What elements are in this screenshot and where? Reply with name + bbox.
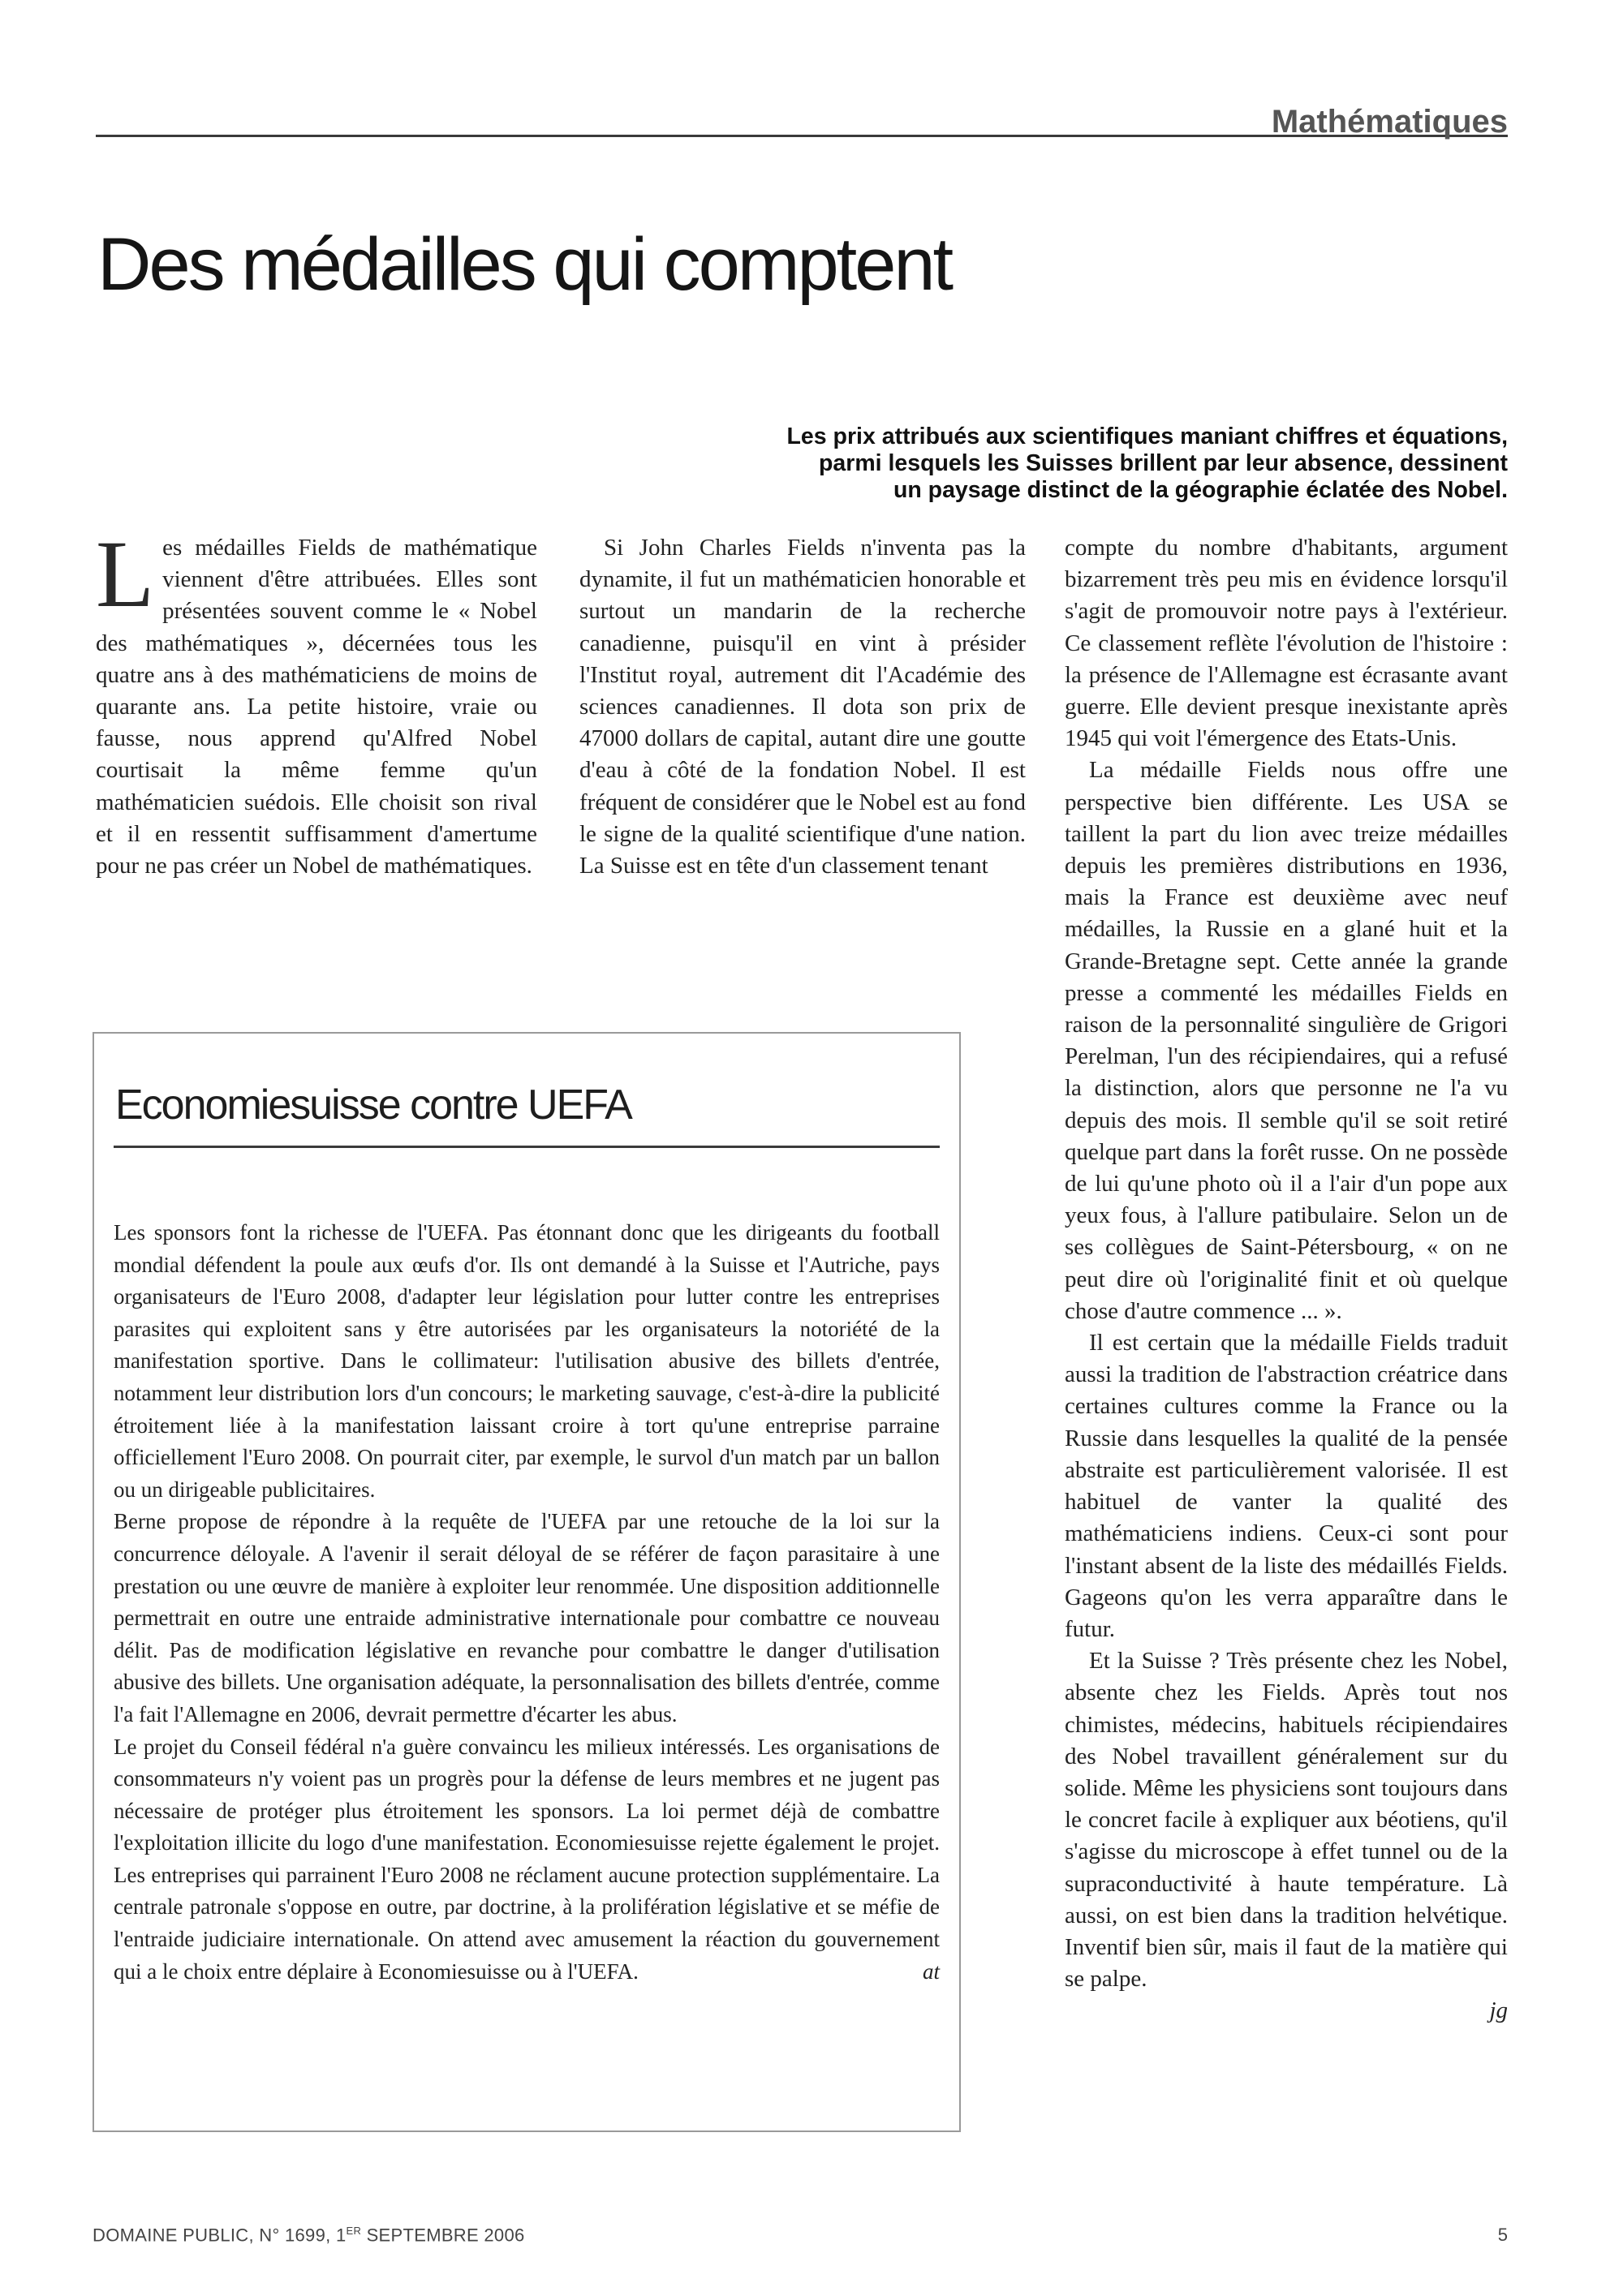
article-text: es médailles Fields de mathématique viennent d'être attribuées. Elles sont présentées souvent comme le « Nobel des mathématiques », décernées tous les quatre ans à des mathématiciens de moins de quarante ans. La petite histoire, vraie ou fausse, nous apprend qu'Alfred Nobel courtisait la même femme qu'un mathématicien suédois. Elle choisit son rival et il en ressentit suffisamment d'amertume pour ne pas créer un Nobel de mathématiques.	[96, 535, 537, 879]
article-paragraph: compte du nombre d'habitants, argument bizarrement très peu mis en évidence lorsqu'il s'agit de promouvoir notre pays à l'extérieur. Ce classement reflète l'évolution de l'histoire : la présence de l'Allemagne est écrasante avant guerre. Elle devient presque inexistante après 1945 qui voit l'émergence des Etats-Unis.	[1065, 535, 1508, 752]
section-label: Mathématiques	[1271, 104, 1508, 140]
article-column-1	[96, 521, 537, 882]
article-column-2	[579, 532, 1026, 882]
lede-line: un paysage distinct de la géographie éclatée des Nobel.	[893, 477, 1508, 503]
lede	[583, 424, 1508, 504]
footer-publication	[93, 2225, 525, 2246]
drop-cap: L	[96, 521, 155, 627]
footer-publication-text: DOMAINE PUBLIC, N° 1699, 1	[93, 2225, 347, 2246]
footer-date: SEPTEMBRE 2006	[361, 2225, 525, 2246]
article-column-3	[1065, 532, 1508, 2027]
sidebar-signature: at	[922, 1958, 940, 1984]
sidebar-title: Economiesuisse contre UEFA	[115, 1081, 631, 1129]
lede-line: Les prix attribués aux scientifiques maniant chiffres et équations,	[786, 424, 1508, 449]
page-number: 5	[1497, 2225, 1508, 2245]
sidebar-paragraph: Berne propose de répondre à la requête de l'UEFA par une retouche de la loi sur la concurrence déloyale. A l'avenir il serait déloyal de se référer de façon parasitaire à une prestation ou une œuvre de manière à exploiter leur renommée. Une disposition additionnelle permettrait en outre une entraide administrative internationale pour combattre ce nouveau délit. Pas de modification législative en revanche pour combattre le danger d'utilisation abusive des billets. Une organisation adéquate, la personnalisation des billets d'entrée, comme l'a fait l'Allemagne en 2006, devrait permettre d'écarter les abus.	[114, 1509, 940, 1726]
article-paragraph: Si John Charles Fields n'inventa pas la dynamite, il fut un mathématicien honorable et surtout un mandarin de la recherche canadienne, puisqu'il en vint à présider l'Institut royal, autrement dit l'Académie des sciences canadiennes. Il dota son prix de 47000 dollars de capital, autant dire une goutte d'eau à côté de la fondation Nobel. Il est fréquent de considérer que le Nobel est au fond le signe de la qualité scientifique d'une nation. La Suisse est en tête d'un classement tenant	[579, 535, 1026, 879]
author-signature: jg	[1489, 1997, 1508, 2024]
article-paragraph: Il est certain que la médaille Fields traduit aussi la tradition de l'abstraction créatrice dans certaines cultures comme la France ou la Russie dans lesquelles la qualité de la pensée abstraite est particulièrement valorisée. Il est habituel de vanter la qualité des mathématiciens indiens. Ceux-ci sont pour l'instant absent de la liste des médaillés Fields. Gageons qu'on les verra apparaître dans le futur.	[1065, 1330, 1508, 1642]
article-paragraph: Et la Suisse ? Très présente chez les Nobel, absente chez les Fields. Après tout nos chimistes, médecins, habituels récipiendaires des Nobel travaillent généralement sur du solide. Même les physiciens sont toujours dans le concret facile à expliquer aux béotiens, qu'il s'agisse du microscope à effet tunnel ou de la supraconductivité à haute température. Là aussi, on est bien dans la tradition helvétique. Inventif bien sûr, mais il faut de la matière qui se palpe.	[1065, 1648, 1508, 1993]
footer-superscript: ER	[346, 2225, 362, 2237]
article-paragraph	[96, 521, 537, 882]
article-paragraph: La médaille Fields nous offre une perspective bien différente. Les USA se taillent la part du lion avec treize médailles depuis les premières distributions en 1936, mais la France est deuxième avec neuf médailles, la Russie en a glané huit et la Grande-Bretagne sept. Cette année la grande presse a commenté les médailles Fields en raison de la personnalité singulière de Grigori Perelman, l'un des récipiendaires, qui a refusé la distinction, alors que personne ne l'a vu depuis des mois. Il semble qu'il se soit retiré quelque part dans la forêt russe. On ne possède de lui qu'une photo où il a l'air d'un pope aux yeux fous, à l'allure patibulaire. Selon un de ses collègues de Saint-Pétersbourg, « on ne peut dire où l'originalité finit et où quelque chose d'autre commence ... ».	[1065, 757, 1508, 1324]
headline: Des médailles qui comptent	[97, 223, 952, 306]
sidebar-rule	[114, 1146, 940, 1148]
lede-line: parmi lesquels les Suisses brillent par leur absence, dessinent	[818, 450, 1508, 476]
sidebar-paragraph: Les sponsors font la richesse de l'UEFA. Pas étonnant donc que les dirigeants du football mondial défendent la poule aux œufs d'or. Ils ont demandé à la Suisse et l'Autriche, pays organisateurs de l'Euro 2008, d'adapter leur législation pour lutter contre les entreprises parasites qui exploitent sans y être autorisées par les organisateurs la notoriété de la manifestation sportive. Dans le collimateur: l'utilisation abusive des billets d'entrée, notamment leur distribution lors d'un concours; le marketing sauvage, c'est-à-dire la publicité étroitement liée à la manifestation laissant croire à tort qu'une entreprise parraine officiellement l'Euro 2008. On pourrait citer, par exemple, le survol d'un match par un ballon ou un dirigeable publicitaires.	[114, 1220, 940, 1502]
sidebar-body	[114, 1217, 940, 1988]
sidebar-paragraph: Le projet du Conseil fédéral n'a guère convaincu les milieux intéressés. Les organisations de consommateurs n'y voient pas un progrès pour la défense de leurs membres et ne jugent pas nécessaire de protéger plus étroitement les sponsors. La loi permet déjà de combattre l'exploitation illicite du logo d'une manifestation. Economiesuisse rejette également le projet. Les entreprises qui parrainent l'Euro 2008 ne réclament aucune protection supplémentaire. La centrale patronale s'oppose en outre, par doctrine, à la prolifération législative et se méfie de l'entraide judiciaire internationale. On attend avec amusement la réaction du gouvernement qui a le choix entre déplaire à Economiesuisse ou à l'UEFA.	[114, 1734, 940, 1984]
